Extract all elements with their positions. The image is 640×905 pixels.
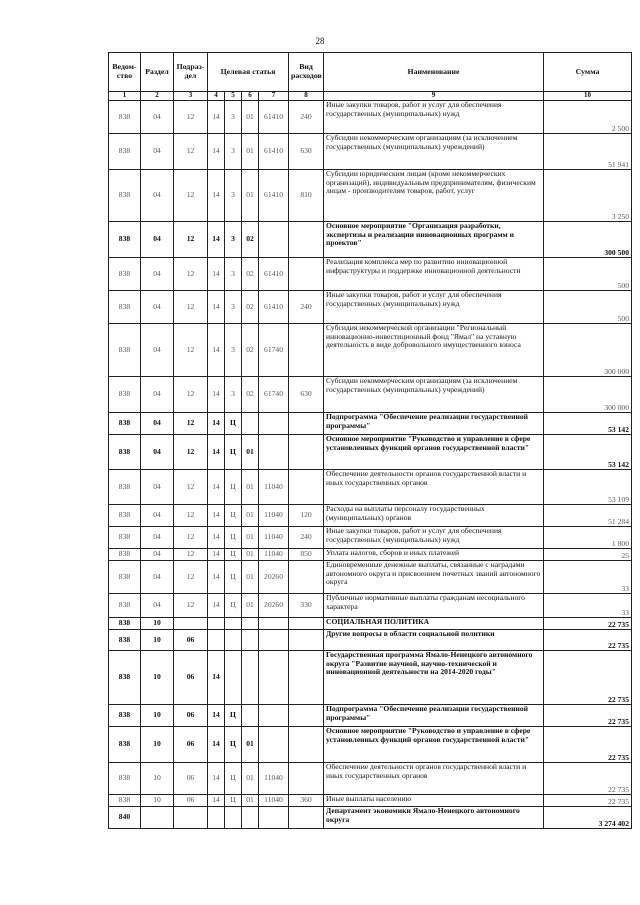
cell-target-4 <box>259 435 289 470</box>
cell-sum: 53 142 <box>544 413 632 435</box>
cell-target-2 <box>225 618 242 630</box>
cell-razdel: 04 <box>141 258 174 291</box>
cell-podrazdel: 12 <box>174 377 208 413</box>
cell-name: Субсидии некоммерческим организациям (за исключением государственных (муниципальных) учреждений) <box>324 377 544 413</box>
cell-name: Основное мероприятие "Руководство и управление в сфере установленных функций органов государственной власти" <box>324 727 544 763</box>
cell-razdel: 10 <box>141 705 174 727</box>
cell-target-2 <box>225 651 242 705</box>
table-row <box>109 630 632 651</box>
cell-target-1 <box>208 807 225 829</box>
cell-vid <box>289 470 324 505</box>
cell-vedomstvo: 838 <box>109 527 141 549</box>
cell-razdel: 04 <box>141 134 174 170</box>
cell-target-3: 02 <box>242 291 259 324</box>
cell-razdel: 04 <box>141 170 174 222</box>
cell-target-3: 01 <box>242 763 259 795</box>
table-row <box>109 549 632 561</box>
header-vid: Вид расходов <box>289 53 324 92</box>
cell-target-4 <box>259 630 289 651</box>
cell-vedomstvo: 838 <box>109 470 141 505</box>
cell-razdel: 04 <box>141 435 174 470</box>
cell-sum: 3 250 <box>544 170 632 222</box>
cell-target-1: 14 <box>208 413 225 435</box>
cell-target-1: 14 <box>208 170 225 222</box>
cell-podrazdel <box>174 618 208 630</box>
cell-target-2: 3 <box>225 291 242 324</box>
cell-vid: 360 <box>289 795 324 807</box>
table-row <box>109 594 632 618</box>
cell-vid: 630 <box>289 134 324 170</box>
cell-sum: 22 735 <box>544 651 632 705</box>
cell-razdel: 10 <box>141 763 174 795</box>
cell-podrazdel: 06 <box>174 630 208 651</box>
cell-name: Государственная программа Ямало-Ненецкого автономного округа "Развитие научной, научно-технической и инновационной деятельности на 2014-2020 годы" <box>324 651 544 705</box>
cell-vid <box>289 324 324 377</box>
cell-target-4: 61410 <box>259 134 289 170</box>
cell-sum: 22 735 <box>544 618 632 630</box>
cell-target-2: 3 <box>225 101 242 134</box>
cell-target-1: 14 <box>208 505 225 527</box>
cell-sum: 22 735 <box>544 795 632 807</box>
cell-podrazdel: 06 <box>174 651 208 705</box>
cell-target-2: 3 <box>225 377 242 413</box>
col-number: 6 <box>242 92 259 101</box>
cell-name: Публичные нормативные выплаты гражданам несоциального характера <box>324 594 544 618</box>
cell-podrazdel: 12 <box>174 527 208 549</box>
cell-target-1: 14 <box>208 377 225 413</box>
cell-target-2: Ц <box>225 561 242 594</box>
cell-vid <box>289 222 324 258</box>
cell-vid <box>289 727 324 763</box>
cell-name: Основное мероприятие "Руководство и управление в сфере установленных функций органов государственной власти" <box>324 435 544 470</box>
cell-vedomstvo: 838 <box>109 561 141 594</box>
cell-sum: 500 <box>544 291 632 324</box>
cell-name: Иные закупки товаров, работ и услуг для обеспечения государственных (муниципальных) нужд <box>324 101 544 134</box>
cell-target-2: Ц <box>225 727 242 763</box>
cell-podrazdel: 06 <box>174 705 208 727</box>
cell-target-2: Ц <box>225 435 242 470</box>
col-number: 1 <box>109 92 141 101</box>
cell-target-1: 14 <box>208 549 225 561</box>
cell-name: Реализация комплекса мер по развитию инновационной инфраструктуры и поддержке инновационной деятельности <box>324 258 544 291</box>
cell-target-1: 14 <box>208 763 225 795</box>
cell-vid: 240 <box>289 527 324 549</box>
cell-target-2: Ц <box>225 470 242 505</box>
cell-target-2: Ц <box>225 413 242 435</box>
header-vedomstvo: Ведом-ство <box>109 53 141 92</box>
header-summa: Сумма <box>544 53 632 92</box>
cell-target-1: 14 <box>208 258 225 291</box>
cell-sum: 22 735 <box>544 727 632 763</box>
cell-name: СОЦИАЛЬНАЯ ПОЛИТИКА <box>324 618 544 630</box>
cell-target-4 <box>259 651 289 705</box>
cell-target-3 <box>242 651 259 705</box>
table-row <box>109 763 632 795</box>
cell-vid <box>289 651 324 705</box>
table-row <box>109 795 632 807</box>
cell-razdel: 04 <box>141 561 174 594</box>
cell-podrazdel: 12 <box>174 170 208 222</box>
cell-name: Подпрограмма "Обеспечение реализации государственной программы" <box>324 413 544 435</box>
cell-name: Субсидия некоммерческой организации "Региональный инновационно-инвестиционный фонд "Ямал" на уставную деятельность в виде добровольного имущественного взноса <box>324 324 544 377</box>
cell-target-2: Ц <box>225 795 242 807</box>
cell-target-4: 61740 <box>259 324 289 377</box>
cell-vid: 120 <box>289 505 324 527</box>
cell-razdel: 10 <box>141 618 174 630</box>
cell-razdel: 10 <box>141 727 174 763</box>
cell-sum: 51 284 <box>544 505 632 527</box>
cell-target-2: Ц <box>225 527 242 549</box>
col-number: 9 <box>324 92 544 101</box>
table-row <box>109 618 632 630</box>
cell-vedomstvo: 838 <box>109 727 141 763</box>
col-number: 8 <box>289 92 324 101</box>
cell-podrazdel: 12 <box>174 258 208 291</box>
cell-sum: 3 274 402 <box>544 807 632 829</box>
cell-razdel: 10 <box>141 651 174 705</box>
cell-target-1: 14 <box>208 795 225 807</box>
cell-podrazdel: 12 <box>174 561 208 594</box>
cell-vedomstvo: 838 <box>109 101 141 134</box>
header-row <box>109 53 632 92</box>
cell-name: Иные выплаты населению <box>324 795 544 807</box>
cell-target-2: Ц <box>225 505 242 527</box>
cell-sum: 1 800 <box>544 527 632 549</box>
cell-vid <box>289 413 324 435</box>
cell-name: Расходы на выплаты персоналу государственных (муниципальных) органов <box>324 505 544 527</box>
cell-target-2: Ц <box>225 594 242 618</box>
cell-target-2: 3 <box>225 134 242 170</box>
table-row <box>109 727 632 763</box>
table-row <box>109 101 632 134</box>
header-naimenovanie: Наименование <box>324 53 544 92</box>
cell-target-4: 11040 <box>259 470 289 505</box>
table-row <box>109 170 632 222</box>
table-body <box>109 101 632 829</box>
cell-target-1 <box>208 630 225 651</box>
cell-target-3: 01 <box>242 470 259 505</box>
cell-target-3: 01 <box>242 549 259 561</box>
cell-target-4: 11040 <box>259 763 289 795</box>
col-number: 4 <box>208 92 225 101</box>
cell-target-2: Ц <box>225 549 242 561</box>
cell-podrazdel: 12 <box>174 549 208 561</box>
cell-sum: 22 735 <box>544 630 632 651</box>
cell-target-3: 01 <box>242 505 259 527</box>
cell-sum: 300 000 <box>544 377 632 413</box>
cell-target-4: 61410 <box>259 291 289 324</box>
cell-target-3: 01 <box>242 727 259 763</box>
col-number: 2 <box>141 92 174 101</box>
cell-vedomstvo: 838 <box>109 795 141 807</box>
cell-razdel: 04 <box>141 505 174 527</box>
cell-name: Иные закупки товаров, работ и услуг для обеспечения государственных (муниципальных) нужд <box>324 291 544 324</box>
cell-target-4: 61410 <box>259 101 289 134</box>
cell-target-3 <box>242 413 259 435</box>
cell-target-4 <box>259 222 289 258</box>
column-number-row <box>109 92 632 101</box>
cell-vedomstvo: 838 <box>109 324 141 377</box>
cell-vid <box>289 630 324 651</box>
cell-vid <box>289 763 324 795</box>
cell-razdel: 04 <box>141 222 174 258</box>
cell-target-4 <box>259 727 289 763</box>
cell-target-3: 01 <box>242 795 259 807</box>
cell-target-1: 14 <box>208 222 225 258</box>
cell-target-1 <box>208 618 225 630</box>
cell-sum: 300 500 <box>544 222 632 258</box>
cell-target-3: 02 <box>242 377 259 413</box>
cell-sum: 2 500 <box>544 101 632 134</box>
cell-vedomstvo: 838 <box>109 413 141 435</box>
cell-target-4: 20260 <box>259 561 289 594</box>
table-row <box>109 258 632 291</box>
cell-razdel: 04 <box>141 291 174 324</box>
cell-target-4: 61410 <box>259 170 289 222</box>
cell-target-1: 14 <box>208 651 225 705</box>
table-row <box>109 134 632 170</box>
cell-vedomstvo: 838 <box>109 258 141 291</box>
cell-vid: 240 <box>289 291 324 324</box>
cell-podrazdel: 12 <box>174 101 208 134</box>
budget-table <box>108 52 632 829</box>
cell-target-4 <box>259 807 289 829</box>
table-row <box>109 651 632 705</box>
cell-target-3: 02 <box>242 258 259 291</box>
cell-vid: 240 <box>289 101 324 134</box>
cell-sum: 22 735 <box>544 705 632 727</box>
cell-target-3: 01 <box>242 435 259 470</box>
cell-sum: 53 109 <box>544 470 632 505</box>
cell-vid: 810 <box>289 170 324 222</box>
cell-razdel: 04 <box>141 527 174 549</box>
cell-podrazdel: 12 <box>174 594 208 618</box>
cell-target-1: 14 <box>208 101 225 134</box>
table-row <box>109 377 632 413</box>
cell-target-4: 61740 <box>259 377 289 413</box>
cell-name: Субсидии некоммерческим организациям (за исключением государственных (муниципальных) учреждений) <box>324 134 544 170</box>
table-row <box>109 435 632 470</box>
cell-target-2: 3 <box>225 170 242 222</box>
cell-razdel: 04 <box>141 413 174 435</box>
table-row <box>109 324 632 377</box>
cell-target-3: 01 <box>242 561 259 594</box>
cell-sum: 25 <box>544 549 632 561</box>
header-podrazdel: Подраз-дел <box>174 53 208 92</box>
cell-target-4: 11040 <box>259 505 289 527</box>
cell-sum: 500 <box>544 258 632 291</box>
cell-vedomstvo: 838 <box>109 291 141 324</box>
cell-podrazdel: 12 <box>174 134 208 170</box>
col-number: 7 <box>259 92 289 101</box>
cell-vid <box>289 807 324 829</box>
cell-target-1: 14 <box>208 435 225 470</box>
cell-sum: 33 <box>544 594 632 618</box>
cell-target-3 <box>242 807 259 829</box>
cell-vid <box>289 618 324 630</box>
cell-podrazdel: 12 <box>174 324 208 377</box>
cell-target-1: 14 <box>208 727 225 763</box>
cell-target-1: 14 <box>208 324 225 377</box>
header-celevaya: Целевая статья <box>208 53 289 92</box>
cell-razdel: 04 <box>141 470 174 505</box>
cell-vedomstvo: 838 <box>109 222 141 258</box>
cell-vedomstvo: 838 <box>109 763 141 795</box>
cell-name: Другие вопросы в области социальной политики <box>324 630 544 651</box>
cell-razdel: 04 <box>141 101 174 134</box>
cell-vedomstvo: 838 <box>109 134 141 170</box>
cell-razdel: 04 <box>141 377 174 413</box>
cell-razdel: 10 <box>141 630 174 651</box>
cell-target-1: 14 <box>208 291 225 324</box>
table-row <box>109 561 632 594</box>
cell-sum: 33 <box>544 561 632 594</box>
cell-target-2: Ц <box>225 763 242 795</box>
cell-target-4: 11040 <box>259 527 289 549</box>
cell-name: Подпрограмма "Обеспечение реализации государственной программы" <box>324 705 544 727</box>
cell-target-4 <box>259 705 289 727</box>
cell-vedomstvo: 840 <box>109 807 141 829</box>
table-row <box>109 505 632 527</box>
cell-target-3: 01 <box>242 527 259 549</box>
col-number: 10 <box>544 92 632 101</box>
cell-podrazdel: 12 <box>174 470 208 505</box>
cell-vedomstvo: 838 <box>109 594 141 618</box>
cell-name: Основное мероприятие "Организация разработки, экспертизы и реализации инновационных программ и проектов" <box>324 222 544 258</box>
cell-name: Единовременные денежные выплаты, связанные с наградами автономного округа и присвоением почетных званий автономного округа <box>324 561 544 594</box>
page-number: 28 <box>315 36 325 46</box>
cell-sum: 53 142 <box>544 435 632 470</box>
cell-razdel: 10 <box>141 795 174 807</box>
cell-podrazdel: 12 <box>174 435 208 470</box>
cell-target-1: 14 <box>208 527 225 549</box>
cell-vedomstvo: 838 <box>109 549 141 561</box>
cell-razdel: 04 <box>141 594 174 618</box>
cell-podrazdel: 12 <box>174 413 208 435</box>
table-row <box>109 807 632 829</box>
cell-target-4: 20260 <box>259 594 289 618</box>
table-row <box>109 222 632 258</box>
cell-name: Уплата налогов, сборов и иных платежей <box>324 549 544 561</box>
cell-vid <box>289 705 324 727</box>
cell-target-4 <box>259 618 289 630</box>
cell-vid <box>289 435 324 470</box>
cell-target-4: 61410 <box>259 258 289 291</box>
table-row <box>109 705 632 727</box>
cell-target-1: 14 <box>208 705 225 727</box>
cell-name: Иные закупки товаров, работ и услуг для обеспечения государственных (муниципальных) нужд <box>324 527 544 549</box>
cell-sum: 22 735 <box>544 763 632 795</box>
cell-razdel <box>141 807 174 829</box>
header-razdel: Раздел <box>141 53 174 92</box>
cell-sum: 300 000 <box>544 324 632 377</box>
cell-target-2 <box>225 630 242 651</box>
col-number: 3 <box>174 92 208 101</box>
cell-vedomstvo: 838 <box>109 170 141 222</box>
cell-vid: 850 <box>289 549 324 561</box>
cell-target-2: Ц <box>225 705 242 727</box>
cell-name: Обеспечение деятельности органов государственной власти и иных государственных органов <box>324 470 544 505</box>
cell-vedomstvo: 838 <box>109 630 141 651</box>
cell-target-3 <box>242 630 259 651</box>
cell-target-2: 3 <box>225 258 242 291</box>
cell-target-3 <box>242 618 259 630</box>
cell-vid <box>289 561 324 594</box>
cell-target-4 <box>259 413 289 435</box>
cell-name: Департамент экономики Ямало-Ненецкого автономного округа <box>324 807 544 829</box>
cell-vid: 330 <box>289 594 324 618</box>
cell-target-2 <box>225 807 242 829</box>
cell-name: Обеспечение деятельности органов государственной власти и иных государственных органов <box>324 763 544 795</box>
cell-target-1: 14 <box>208 134 225 170</box>
cell-target-3: 01 <box>242 134 259 170</box>
cell-target-1: 14 <box>208 561 225 594</box>
cell-vedomstvo: 838 <box>109 505 141 527</box>
cell-target-3: 01 <box>242 101 259 134</box>
cell-target-3: 02 <box>242 222 259 258</box>
cell-podrazdel <box>174 807 208 829</box>
cell-target-4: 11040 <box>259 795 289 807</box>
cell-target-2: 3 <box>225 222 242 258</box>
cell-target-3: 01 <box>242 170 259 222</box>
cell-vedomstvo: 838 <box>109 705 141 727</box>
table-row <box>109 291 632 324</box>
col-number: 5 <box>225 92 242 101</box>
cell-target-3: 01 <box>242 594 259 618</box>
cell-target-2: 3 <box>225 324 242 377</box>
table-row <box>109 470 632 505</box>
table-row <box>109 413 632 435</box>
cell-podrazdel: 06 <box>174 763 208 795</box>
cell-vedomstvo: 838 <box>109 435 141 470</box>
table-row <box>109 527 632 549</box>
cell-target-3 <box>242 705 259 727</box>
cell-vedomstvo: 838 <box>109 651 141 705</box>
cell-target-1: 14 <box>208 470 225 505</box>
cell-razdel: 04 <box>141 549 174 561</box>
cell-target-4: 11040 <box>259 549 289 561</box>
cell-podrazdel: 12 <box>174 222 208 258</box>
cell-vid: 630 <box>289 377 324 413</box>
cell-name: Субсидии юридическим лицам (кроме некоммерческих организаций), индивидуальным предпринимателям, физическим лицам - производителям товаров, работ, услуг <box>324 170 544 222</box>
cell-podrazdel: 12 <box>174 505 208 527</box>
cell-podrazdel: 06 <box>174 795 208 807</box>
cell-vedomstvo: 838 <box>109 618 141 630</box>
cell-vid <box>289 258 324 291</box>
cell-sum: 51 941 <box>544 134 632 170</box>
cell-target-3: 02 <box>242 324 259 377</box>
cell-razdel: 04 <box>141 324 174 377</box>
cell-vedomstvo: 838 <box>109 377 141 413</box>
cell-target-1: 14 <box>208 594 225 618</box>
cell-podrazdel: 12 <box>174 291 208 324</box>
cell-podrazdel: 06 <box>174 727 208 763</box>
